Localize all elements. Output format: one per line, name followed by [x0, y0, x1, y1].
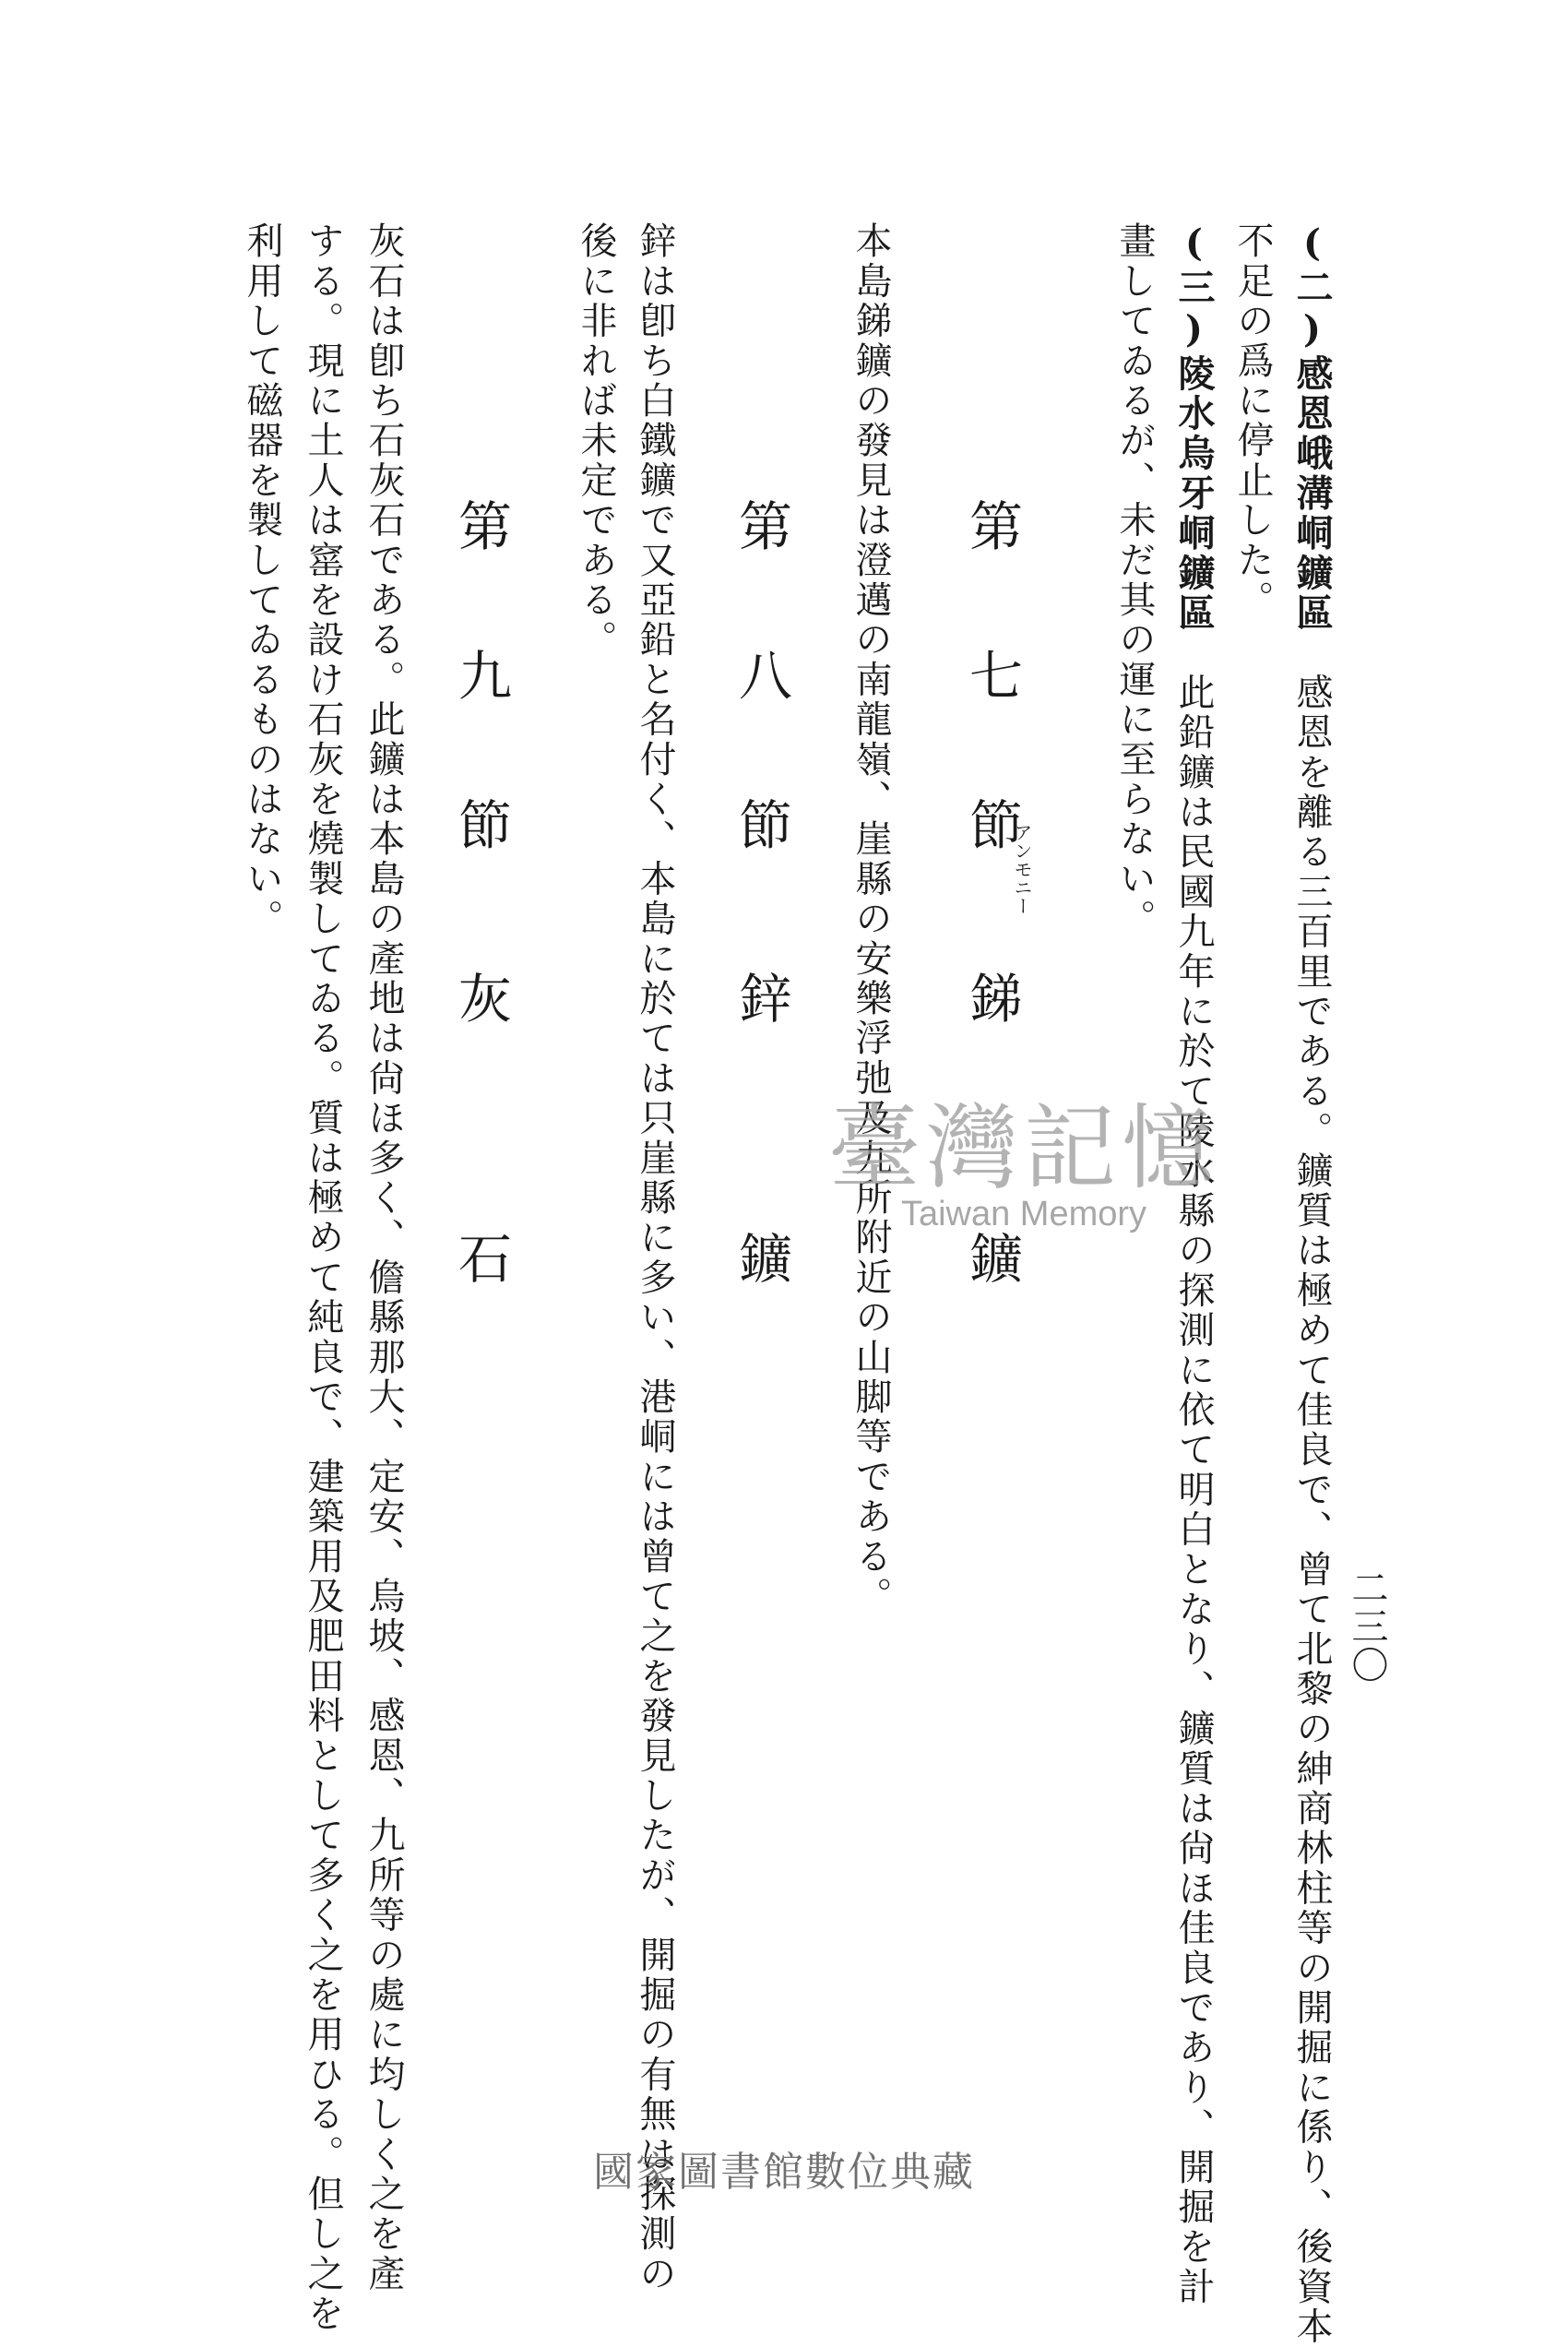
section-8-char: 節: [730, 797, 792, 851]
watermark-cjk: 臺灣記憶: [828, 1094, 1219, 1202]
watermark-en: Taiwan Memory: [900, 1195, 1147, 1233]
page-number: 二三〇: [1346, 1568, 1388, 1685]
item-3-text: 此鉛鑛は民國九年に於て陵水縣の探測に依て明白となり、鑛質は尙ほ佳良であり、開掘を計: [1172, 633, 1215, 2307]
section-9-char: 灰: [449, 971, 512, 1024]
section-8-heading: [729, 498, 793, 1284]
item-2-line-1: [1289, 221, 1334, 2347]
section-8-paragraph-line-2: 後に非れば未定である。: [575, 221, 617, 661]
section-9-char: 石: [449, 1231, 512, 1284]
item-2-heading: 感恩峨溝峒鑛區: [1290, 353, 1334, 634]
section-7-char: 節: [960, 797, 1023, 851]
item-3-label: (三): [1172, 221, 1216, 354]
item-2-line-2: 不足の爲に停止した。: [1231, 221, 1274, 620]
section-8-char: 八: [730, 648, 792, 701]
taiwan-memory-watermark: [793, 1094, 1254, 1233]
section-7-ruby: アンモニー: [1011, 823, 1033, 915]
item-2-label: (二): [1290, 221, 1334, 354]
item-3-heading: 陵水烏牙峒鑛區: [1172, 353, 1216, 634]
section-9-heading: [448, 498, 513, 1284]
section-7-char: 鑛: [960, 1231, 1023, 1284]
section-9-char: 節: [449, 797, 512, 851]
item-3-line-1: [1171, 221, 1216, 2306]
section-9-paragraph-line-2: する。現に土人は窰を設け石灰を燒製してゐる。質は極めて純良で、建築用及肥田料として多く之を用ひる。但し之を: [302, 221, 344, 2334]
section-8-char: 第: [730, 498, 792, 552]
section-7-char: 銻: [960, 971, 1023, 1024]
section-7-char: 第: [960, 498, 1023, 552]
section-7-paragraph: 本島銻鑛の發見は澄邁の南龍嶺、崖縣の安樂浮弛及九所附近の山脚等である。: [849, 221, 892, 1616]
section-9-char: 九: [449, 648, 512, 701]
item-3-line-2: 畫してゐるが、未だ其の運に至らない。: [1113, 221, 1156, 939]
section-9-paragraph-line-1: 灰石は卽ち石灰石である。此鑛は本島の產地は尙ほ多く、儋縣那大、定安、烏坡、感恩、九所等の處に均しく之を產: [362, 221, 405, 2294]
section-7-char: 七: [960, 648, 1023, 701]
section-9-char: 第: [449, 498, 512, 552]
section-8-char: 鋅: [730, 971, 792, 1024]
section-8-paragraph-line-1: 鋅は卽ち白鐵鑛で又亞鉛と名付く、本島に於ては只崖縣に多い、港峒には曾て之を發見したが、開掘の有無は探測の: [634, 221, 676, 2294]
item-2-text: 感恩を離る三百里である。鑛質は極めて佳良で、曾て北黎の紳商林柱等の開掘に係り、後資本: [1290, 633, 1333, 2347]
section-8-char: 鑛: [730, 1231, 792, 1284]
footer-credit: 國家圖書館數位典藏: [593, 2149, 975, 2196]
section-9-paragraph-line-3: 利用して磁器を製してゐるものはない。: [241, 221, 283, 939]
